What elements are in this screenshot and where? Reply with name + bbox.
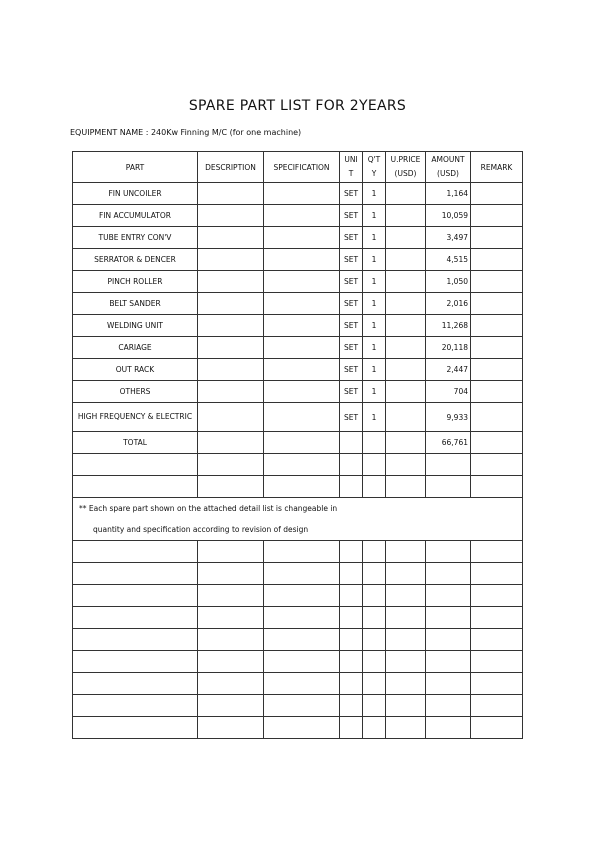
part-cell: SERRATOR & DENCER xyxy=(73,249,198,271)
remark-cell xyxy=(471,227,523,249)
empty-cell xyxy=(363,541,386,563)
empty-cell xyxy=(426,563,471,585)
empty-cell xyxy=(426,717,471,739)
unit-cell: SET xyxy=(340,293,363,315)
empty-cell xyxy=(340,454,363,476)
empty-cell xyxy=(363,585,386,607)
remark-cell xyxy=(471,359,523,381)
empty-cell xyxy=(386,432,426,454)
empty-cell xyxy=(471,563,523,585)
empty-cell xyxy=(426,454,471,476)
remark-cell xyxy=(471,403,523,432)
amount-cell: 1,164 xyxy=(426,183,471,205)
empty-cell xyxy=(471,651,523,673)
empty-cell xyxy=(264,673,340,695)
empty-cell xyxy=(340,476,363,498)
amount-cell: 3,497 xyxy=(426,227,471,249)
part-cell: PINCH ROLLER xyxy=(73,271,198,293)
empty-cell xyxy=(363,563,386,585)
empty-cell xyxy=(363,432,386,454)
empty-cell xyxy=(426,673,471,695)
unit-cell: SET xyxy=(340,403,363,432)
empty-cell xyxy=(386,695,426,717)
unit-price-cell xyxy=(386,359,426,381)
remark-cell xyxy=(471,271,523,293)
part-cell: OUT RACK xyxy=(73,359,198,381)
table-row xyxy=(73,403,523,432)
amount-cell: 20,118 xyxy=(426,337,471,359)
table-row xyxy=(73,205,523,227)
spare-part-table xyxy=(72,151,523,739)
description-cell xyxy=(198,403,264,432)
empty-row xyxy=(73,695,523,717)
empty-cell xyxy=(198,476,264,498)
empty-cell xyxy=(73,476,198,498)
empty-cell xyxy=(198,541,264,563)
empty-cell xyxy=(264,585,340,607)
empty-cell xyxy=(340,695,363,717)
description-cell xyxy=(198,205,264,227)
empty-cell xyxy=(386,454,426,476)
table-row xyxy=(73,227,523,249)
empty-cell xyxy=(426,476,471,498)
amount-cell: 9,933 xyxy=(426,403,471,432)
empty-cell xyxy=(386,673,426,695)
empty-cell xyxy=(471,476,523,498)
specification-cell xyxy=(264,315,340,337)
empty-cell xyxy=(340,717,363,739)
qty-cell: 1 xyxy=(363,205,386,227)
empty-cell xyxy=(73,607,198,629)
remark-cell xyxy=(471,315,523,337)
empty-cell xyxy=(471,454,523,476)
empty-cell xyxy=(198,717,264,739)
header-unit-line2: T xyxy=(348,169,354,178)
header-description: DESCRIPTION xyxy=(198,152,264,183)
unit-cell: SET xyxy=(340,205,363,227)
unit-price-cell xyxy=(386,315,426,337)
qty-cell: 1 xyxy=(363,249,386,271)
total-row xyxy=(73,432,523,454)
empty-cell xyxy=(340,607,363,629)
amount-cell: 2,016 xyxy=(426,293,471,315)
empty-cell xyxy=(264,476,340,498)
empty-cell xyxy=(386,717,426,739)
unit-price-cell xyxy=(386,183,426,205)
table-row xyxy=(73,359,523,381)
specification-cell xyxy=(264,271,340,293)
empty-cell xyxy=(386,563,426,585)
empty-cell xyxy=(471,673,523,695)
unit-price-cell xyxy=(386,249,426,271)
part-cell: FIN ACCUMULATOR xyxy=(73,205,198,227)
description-cell xyxy=(198,359,264,381)
empty-cell xyxy=(386,607,426,629)
remark-cell xyxy=(471,205,523,227)
amount-cell: 4,515 xyxy=(426,249,471,271)
description-cell xyxy=(198,183,264,205)
empty-cell xyxy=(471,541,523,563)
table-row xyxy=(73,315,523,337)
empty-cell xyxy=(198,563,264,585)
empty-cell xyxy=(363,607,386,629)
empty-cell xyxy=(471,695,523,717)
header-unit-price-line2: (USD) xyxy=(394,169,417,178)
empty-cell xyxy=(73,695,198,717)
empty-cell xyxy=(426,541,471,563)
unit-cell: SET xyxy=(340,359,363,381)
empty-cell xyxy=(363,651,386,673)
empty-cell xyxy=(426,585,471,607)
part-cell: HIGH FREQUENCY & ELECTRIC xyxy=(73,403,198,432)
unit-price-cell xyxy=(386,337,426,359)
table-row xyxy=(73,381,523,403)
qty-cell: 1 xyxy=(363,271,386,293)
qty-cell: 1 xyxy=(363,293,386,315)
empty-cell xyxy=(198,585,264,607)
empty-cell xyxy=(264,541,340,563)
empty-cell xyxy=(363,629,386,651)
specification-cell xyxy=(264,337,340,359)
remark-cell xyxy=(471,183,523,205)
remark-cell xyxy=(471,432,523,454)
empty-cell xyxy=(471,585,523,607)
empty-row xyxy=(73,717,523,739)
note-row xyxy=(73,519,523,541)
header-qty-line1: Q'T xyxy=(367,155,381,164)
header-qty-line2: Y xyxy=(371,169,377,178)
header-row xyxy=(73,152,523,183)
empty-cell xyxy=(471,607,523,629)
unit-cell: SET xyxy=(340,337,363,359)
description-cell xyxy=(198,337,264,359)
header-unit-line1: UNI xyxy=(344,155,358,164)
header-unit-price xyxy=(386,152,426,183)
page-title: SPARE PART LIST FOR 2YEARS xyxy=(188,98,407,114)
empty-cell xyxy=(73,454,198,476)
remark-cell xyxy=(471,337,523,359)
empty-row xyxy=(73,476,523,498)
empty-cell xyxy=(386,629,426,651)
table-row xyxy=(73,293,523,315)
qty-cell: 1 xyxy=(363,227,386,249)
specification-cell xyxy=(264,293,340,315)
empty-cell xyxy=(363,695,386,717)
unit-price-cell xyxy=(386,205,426,227)
amount-cell: 11,268 xyxy=(426,315,471,337)
empty-cell xyxy=(73,629,198,651)
empty-cell xyxy=(386,541,426,563)
empty-row xyxy=(73,673,523,695)
header-unit-price-line1: U.PRICE xyxy=(390,155,421,164)
empty-cell xyxy=(73,585,198,607)
specification-cell xyxy=(264,227,340,249)
empty-cell xyxy=(198,629,264,651)
qty-cell: 1 xyxy=(363,359,386,381)
empty-cell xyxy=(340,673,363,695)
qty-cell: 1 xyxy=(363,381,386,403)
empty-cell xyxy=(264,651,340,673)
specification-cell xyxy=(264,403,340,432)
amount-cell: 1,050 xyxy=(426,271,471,293)
empty-cell xyxy=(264,454,340,476)
empty-row xyxy=(73,454,523,476)
unit-price-cell xyxy=(386,381,426,403)
total-amount: 66,761 xyxy=(426,432,471,454)
qty-cell: 1 xyxy=(363,403,386,432)
total-label: TOTAL xyxy=(73,432,198,454)
empty-cell xyxy=(363,717,386,739)
header-part: PART xyxy=(73,152,198,183)
unit-cell: SET xyxy=(340,271,363,293)
empty-cell xyxy=(198,695,264,717)
table-row xyxy=(73,271,523,293)
empty-cell xyxy=(471,717,523,739)
empty-cell xyxy=(73,541,198,563)
header-qty xyxy=(363,152,386,183)
unit-price-cell xyxy=(386,271,426,293)
equipment-name: EQUIPMENT NAME : 240Kw Finning M/C (for one machine) xyxy=(70,128,302,137)
empty-cell xyxy=(363,673,386,695)
empty-cell xyxy=(264,695,340,717)
specification-cell xyxy=(264,381,340,403)
header-unit xyxy=(340,152,363,183)
empty-row xyxy=(73,585,523,607)
empty-cell xyxy=(198,454,264,476)
table-row xyxy=(73,337,523,359)
qty-cell: 1 xyxy=(363,337,386,359)
unit-cell: SET xyxy=(340,381,363,403)
description-cell xyxy=(198,293,264,315)
part-cell: WELDING UNIT xyxy=(73,315,198,337)
empty-cell xyxy=(386,585,426,607)
empty-cell xyxy=(471,629,523,651)
amount-cell: 704 xyxy=(426,381,471,403)
empty-cell xyxy=(426,629,471,651)
specification-cell xyxy=(264,205,340,227)
unit-price-cell xyxy=(386,403,426,432)
empty-cell xyxy=(264,607,340,629)
part-cell: BELT SANDER xyxy=(73,293,198,315)
unit-cell: SET xyxy=(340,183,363,205)
empty-cell xyxy=(198,651,264,673)
unit-price-cell xyxy=(386,293,426,315)
empty-cell xyxy=(340,585,363,607)
unit-price-cell xyxy=(386,227,426,249)
empty-cell xyxy=(363,476,386,498)
empty-row xyxy=(73,651,523,673)
description-cell xyxy=(198,315,264,337)
note-row xyxy=(73,498,523,520)
empty-cell xyxy=(426,651,471,673)
part-cell: CARIAGE xyxy=(73,337,198,359)
empty-cell xyxy=(340,563,363,585)
header-specification: SPECIFICATION xyxy=(264,152,340,183)
header-amount-line1: AMOUNT xyxy=(431,155,465,164)
empty-cell xyxy=(73,651,198,673)
empty-cell xyxy=(264,629,340,651)
empty-cell xyxy=(264,563,340,585)
specification-cell xyxy=(264,359,340,381)
part-cell: TUBE ENTRY CON'V xyxy=(73,227,198,249)
empty-cell xyxy=(386,651,426,673)
part-cell: FIN UNCOILER xyxy=(73,183,198,205)
description-cell xyxy=(198,271,264,293)
empty-cell xyxy=(340,651,363,673)
table-row xyxy=(73,183,523,205)
empty-cell xyxy=(386,476,426,498)
empty-row xyxy=(73,563,523,585)
empty-cell xyxy=(73,563,198,585)
unit-cell: SET xyxy=(340,315,363,337)
remark-cell xyxy=(471,293,523,315)
header-amount xyxy=(426,152,471,183)
empty-cell xyxy=(198,432,264,454)
qty-cell: 1 xyxy=(363,183,386,205)
amount-cell: 10,059 xyxy=(426,205,471,227)
description-cell xyxy=(198,249,264,271)
qty-cell: 1 xyxy=(363,315,386,337)
empty-cell xyxy=(73,717,198,739)
empty-cell xyxy=(426,607,471,629)
description-cell xyxy=(198,381,264,403)
empty-cell xyxy=(340,432,363,454)
empty-cell xyxy=(264,717,340,739)
header-amount-line2: (USD) xyxy=(437,169,459,178)
remark-cell xyxy=(471,249,523,271)
remark-cell xyxy=(471,381,523,403)
empty-row xyxy=(73,607,523,629)
empty-cell xyxy=(340,541,363,563)
empty-row xyxy=(73,541,523,563)
empty-cell xyxy=(198,673,264,695)
specification-cell xyxy=(264,249,340,271)
table-row xyxy=(73,249,523,271)
note-line-2: quantity and specification according to revision of design xyxy=(73,519,523,541)
empty-cell xyxy=(198,607,264,629)
specification-cell xyxy=(264,183,340,205)
part-cell: OTHERS xyxy=(73,381,198,403)
unit-cell: SET xyxy=(340,227,363,249)
description-cell xyxy=(198,227,264,249)
empty-cell xyxy=(340,629,363,651)
empty-cell xyxy=(73,673,198,695)
empty-cell xyxy=(264,432,340,454)
amount-cell: 2,447 xyxy=(426,359,471,381)
empty-cell xyxy=(363,454,386,476)
unit-cell: SET xyxy=(340,249,363,271)
empty-row xyxy=(73,629,523,651)
empty-cell xyxy=(426,695,471,717)
note-line-1: ** Each spare part shown on the attached detail list is changeable in xyxy=(73,498,523,520)
header-remark: REMARK xyxy=(471,152,523,183)
